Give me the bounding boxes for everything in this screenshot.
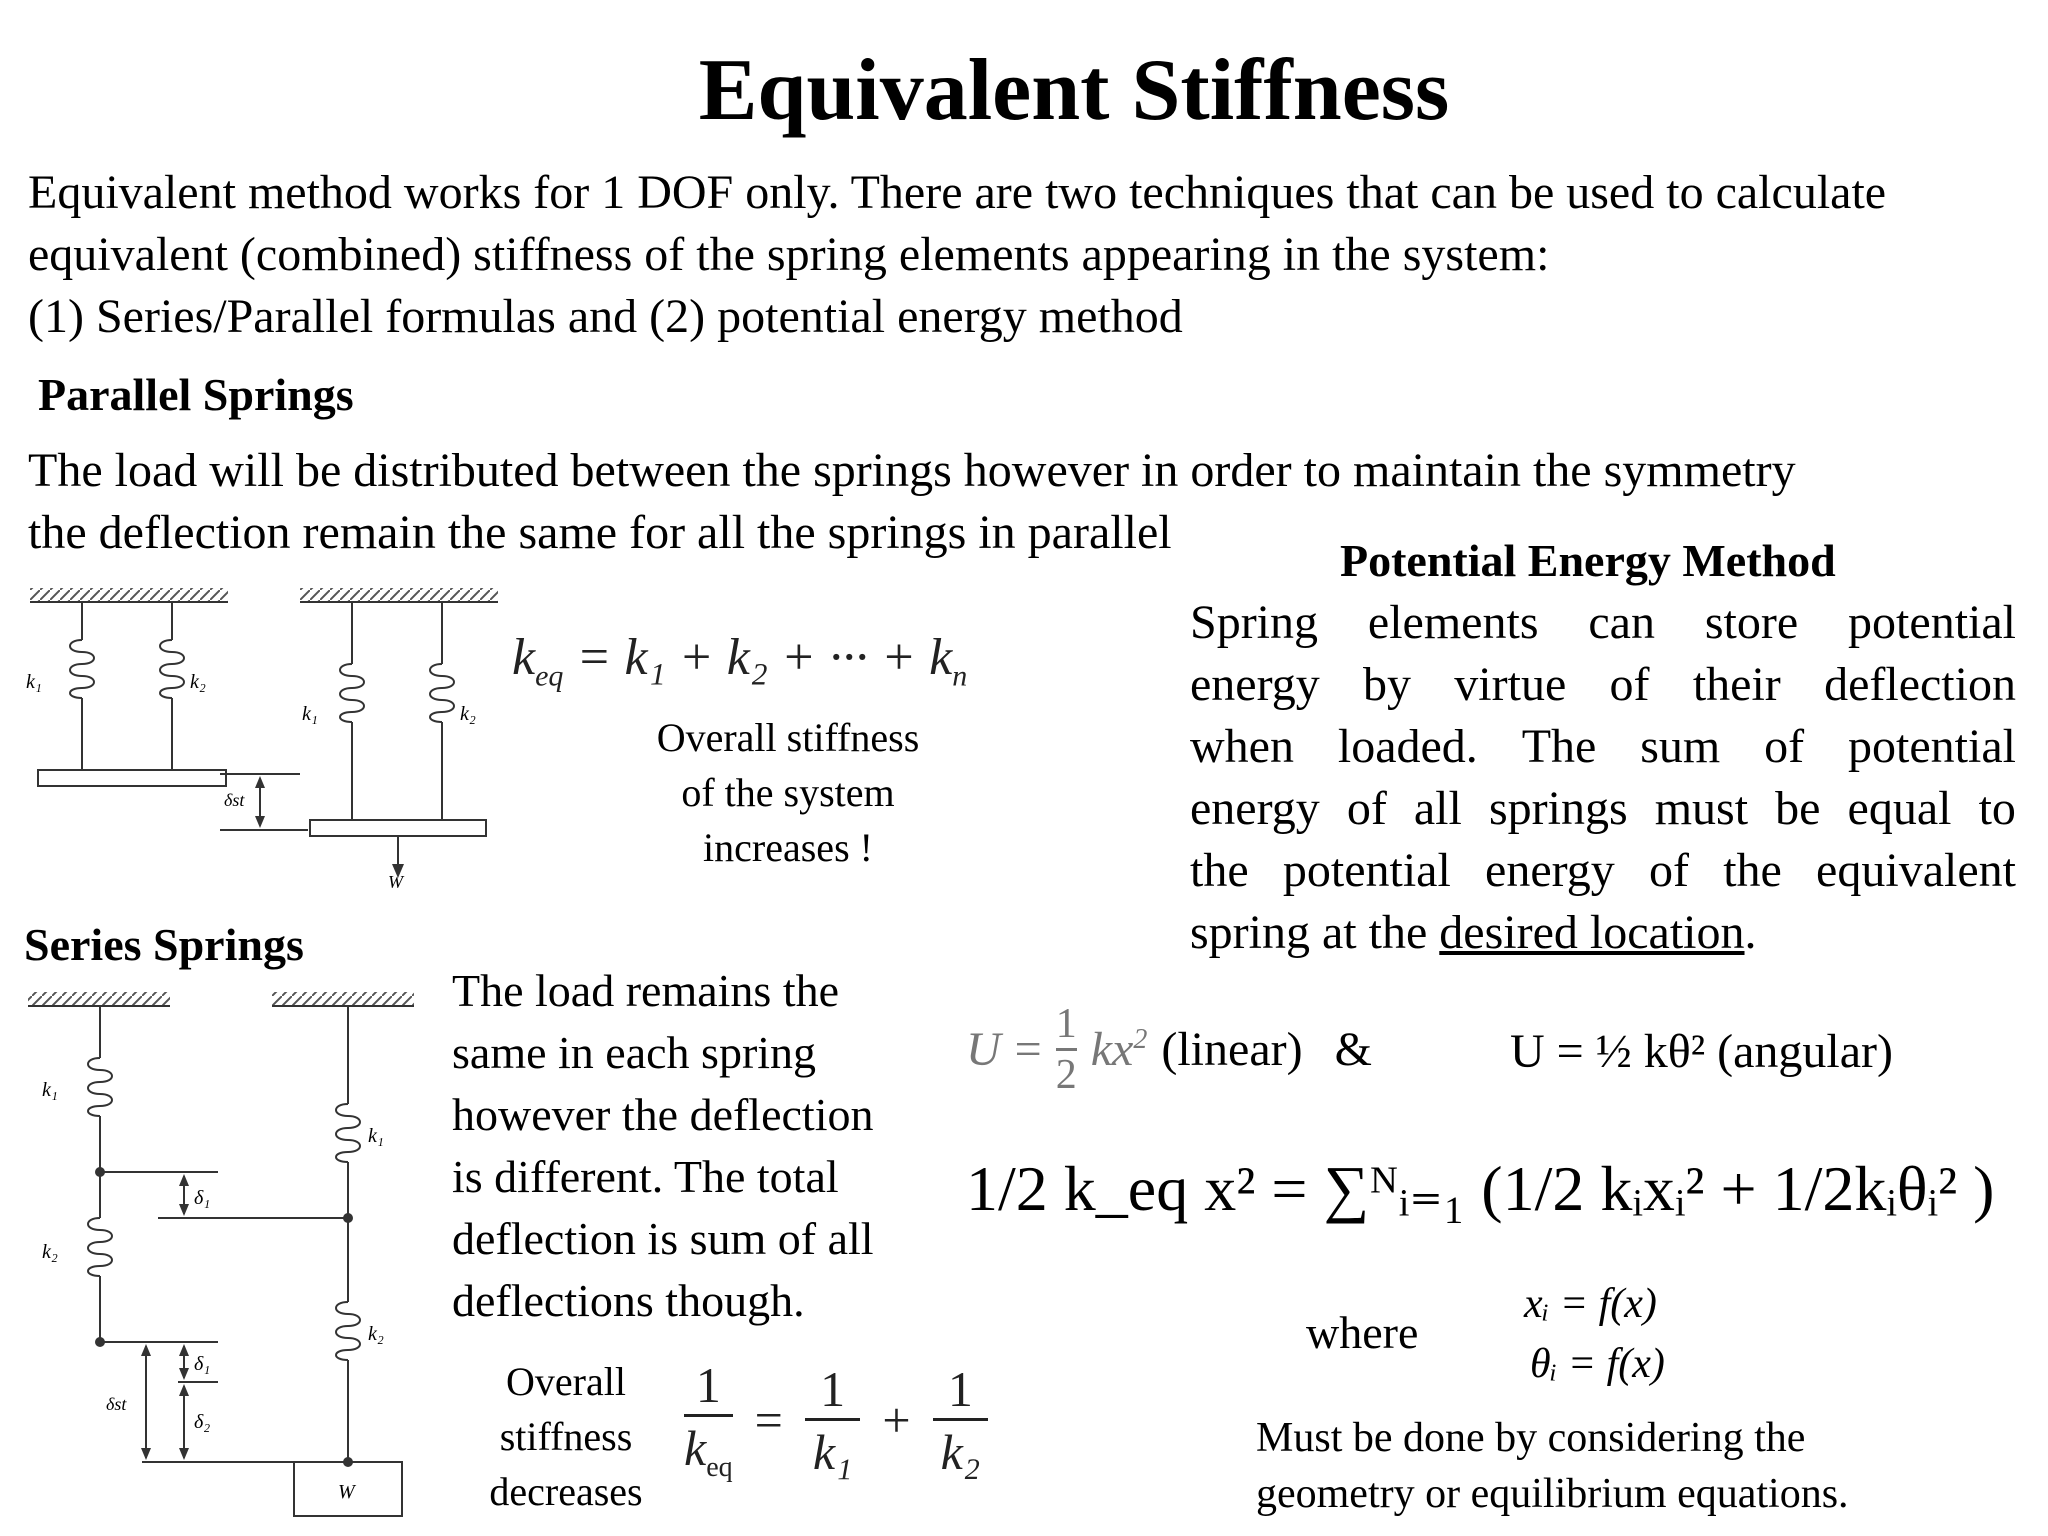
parallel-right-k2-label: k₂	[460, 703, 476, 725]
pem-line-3: when loaded. The sum of potential	[1190, 720, 2016, 773]
intro-line-2: equivalent (combined) stiffness of the spring elements appearing in the system:	[28, 228, 1550, 281]
series-k1-label: k₁	[42, 1079, 58, 1101]
parallel-note-line-2: of the system	[681, 770, 895, 815]
pem-line-2: energy by virtue of their deflection	[1190, 658, 2016, 711]
keq-symbol: k	[512, 629, 536, 686]
pem-note-line-2: geometry or equilibrium equations.	[1256, 1471, 1849, 1517]
pem-line-5: the potential energy of the equivalent	[1190, 844, 2016, 897]
series-note-line-2: stiffness	[499, 1414, 633, 1459]
parallel-formula-rhs: = k₁ + k₂ + ··· + k	[576, 629, 953, 686]
pem-line-4: energy of all springs must be equal to	[1190, 782, 2016, 835]
series-formula	[684, 1356, 988, 1484]
thetai-definition: θᵢ = f(x)	[1530, 1341, 1665, 1387]
xi-definition: xᵢ = f(x)	[1524, 1281, 1657, 1327]
pem-paragraph	[1190, 592, 2016, 964]
parallel-heading: Parallel Springs	[38, 369, 354, 420]
series-text-line-2: same in each spring	[452, 1027, 817, 1078]
series-plus: +	[882, 1392, 911, 1448]
series-delta2-label: δ₂	[194, 1411, 211, 1433]
parallel-note-line-1: Overall stiffness	[656, 715, 920, 760]
parallel-right-k1-label: k₁	[302, 703, 318, 725]
series-term1-numerator: 1	[820, 1360, 846, 1417]
series-term1-denominator: k₁	[805, 1418, 861, 1481]
series-text	[452, 960, 874, 1332]
intro-line-3: (1) Series/Parallel formulas and (2) potential energy method	[28, 290, 1183, 343]
energy-equals: =	[1014, 1023, 1042, 1076]
parallel-springs-figure	[20, 580, 510, 890]
intro-line-1: Equivalent method works for 1 DOF only. There are two techniques that can be used to calculate	[28, 166, 1887, 219]
pem-note-line-1: Must be done by considering the	[1256, 1415, 1806, 1461]
series-formula-term2	[933, 1360, 989, 1481]
parallel-k2-label: k₂	[190, 671, 206, 693]
series-lhs-k: k	[684, 1420, 707, 1476]
series-note-line-1: Overall	[506, 1359, 626, 1404]
energy-linear-formula: U = $\frac{1}{2}$ $kx^2$ (linear) &	[966, 1001, 1372, 1098]
parallel-delta-st-label: δst	[224, 790, 245, 810]
series-delta-st-label: δst	[106, 1394, 127, 1414]
parallel-note	[628, 710, 948, 875]
series-equals: =	[754, 1392, 783, 1448]
page-title: Equivalent Stiffness	[698, 42, 1450, 139]
series-delta1-lower-label: δ₁	[194, 1353, 211, 1375]
series-right-k2-label: k₂	[368, 1323, 384, 1345]
where-label: where	[1306, 1307, 1419, 1358]
series-term2-numerator: 1	[947, 1360, 973, 1417]
series-heading: Series Springs	[24, 919, 304, 970]
parallel-formula	[512, 628, 967, 693]
keq-subscript: eq	[535, 659, 564, 693]
series-formula-lhs	[684, 1356, 733, 1484]
series-lhs-eq-sub: eq	[706, 1452, 733, 1483]
sum-energy-formula: 1/2 k_eq x² = ∑ᴺᵢ₌₁ (1/2 kᵢxᵢ² + 1/2kᵢθᵢ² )	[966, 1153, 1995, 1224]
parallel-line-1: The load will be distributed between the springs however in order to maintain the symmetry	[28, 444, 1796, 497]
energy-ampersand: &	[1334, 1023, 1372, 1076]
series-formula-term1	[805, 1360, 861, 1481]
energy-linear-label: (linear)	[1161, 1023, 1303, 1076]
parallel-formula-n: n	[952, 659, 968, 693]
parallel-k1-label: k₁	[26, 671, 42, 693]
energy-kx: kx	[1090, 1023, 1134, 1076]
energy-half-fraction: $\frac{1}{2}$	[1055, 1001, 1077, 1098]
pem-heading: Potential Energy Method	[1340, 535, 1836, 586]
series-text-line-1: The load remains the	[452, 965, 840, 1016]
energy-u-symbol: U	[966, 1023, 1001, 1076]
series-lhs-numerator: 1	[695, 1357, 721, 1413]
pem-line-1: Spring elements can store potential	[1190, 596, 2016, 649]
energy-angular-formula: U = ½ kθ² (angular)	[1510, 1025, 1894, 1078]
series-k2-label: k₂	[42, 1241, 58, 1263]
parallel-note-line-3: increases !	[703, 825, 873, 870]
series-text-line-3: however the deflection	[452, 1089, 874, 1140]
series-term2-denominator: k₂	[933, 1418, 989, 1481]
series-text-line-5: deflection is sum of all	[452, 1213, 874, 1264]
series-lhs-denominator	[684, 1414, 733, 1484]
parallel-line-2: the deflection remain the same for all the springs in parallel	[28, 506, 1172, 559]
series-note	[468, 1354, 664, 1519]
pem-line-6: spring at the desired location .	[1190, 902, 2016, 964]
series-right-k1-label: k₁	[368, 1125, 384, 1147]
parallel-weight-label: W	[388, 872, 403, 890]
series-text-line-4: is different. The total	[452, 1151, 839, 1202]
series-delta1-label: δ₁	[194, 1187, 211, 1209]
desired-location-text: desired location	[1439, 906, 1745, 959]
series-springs-figure	[22, 986, 422, 1526]
series-note-line-3: decreases	[489, 1469, 643, 1514]
series-weight-label: W	[338, 1481, 355, 1503]
pem-note	[1256, 1410, 1849, 1522]
series-text-line-6: deflections though.	[452, 1275, 805, 1326]
